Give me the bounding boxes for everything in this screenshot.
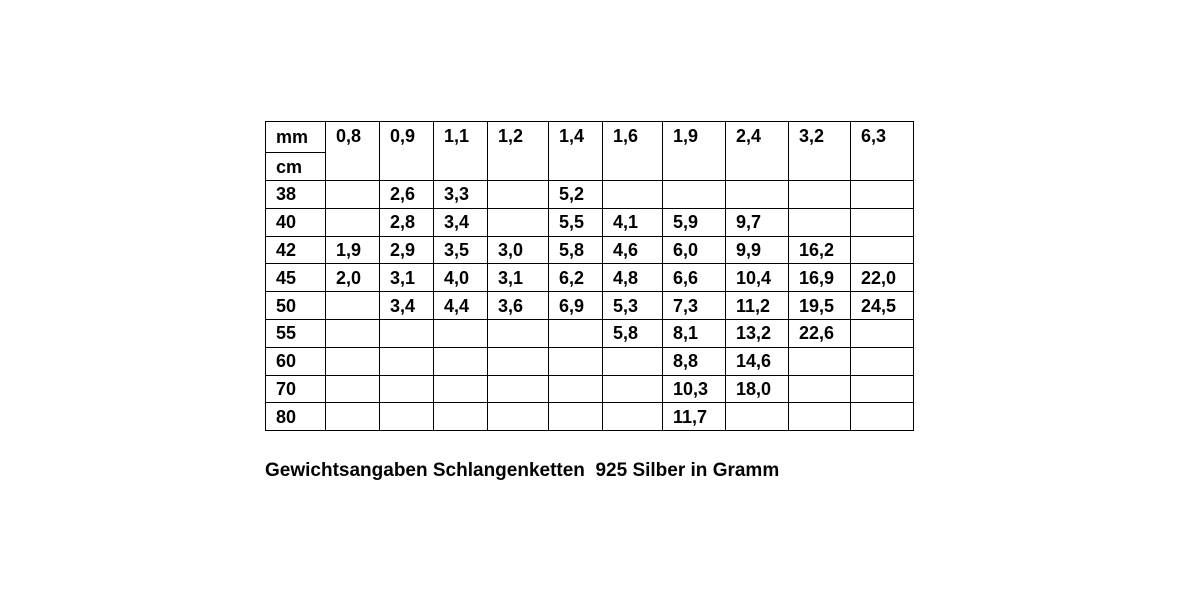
weight-cell	[434, 375, 488, 403]
table-row	[266, 347, 914, 375]
weight-cell: 10,3	[663, 375, 726, 403]
weight-cell: 8,1	[663, 320, 726, 348]
weight-cell: 3,5	[434, 236, 488, 264]
header-spacer-cell	[726, 153, 789, 181]
weight-cell	[549, 375, 603, 403]
weight-cell	[549, 403, 603, 431]
header-spacer-cell	[488, 153, 549, 181]
weight-cell	[789, 375, 851, 403]
weight-cell	[789, 181, 851, 209]
weight-cell	[789, 347, 851, 375]
weight-cell: 3,3	[434, 181, 488, 209]
header-spacer-cell	[789, 153, 851, 181]
weight-cell: 3,1	[380, 264, 434, 292]
weight-cell: 1,9	[326, 236, 380, 264]
weight-cell	[603, 403, 663, 431]
length-cell: 45	[266, 264, 326, 292]
weight-cell: 4,1	[603, 208, 663, 236]
weight-cell	[380, 403, 434, 431]
weight-cell: 9,9	[726, 236, 789, 264]
weight-cell	[326, 208, 380, 236]
weight-cell: 14,6	[726, 347, 789, 375]
weight-cell: 3,1	[488, 264, 549, 292]
weight-cell: 19,5	[789, 292, 851, 320]
thickness-header: 1,2	[488, 122, 549, 153]
weight-cell	[851, 347, 914, 375]
weight-cell	[326, 403, 380, 431]
weight-cell: 4,4	[434, 292, 488, 320]
thickness-header: 1,9	[663, 122, 726, 153]
weight-cell	[488, 320, 549, 348]
length-cell: 70	[266, 375, 326, 403]
weight-cell: 5,5	[549, 208, 603, 236]
weight-cell: 11,2	[726, 292, 789, 320]
weight-cell	[851, 320, 914, 348]
weight-cell	[488, 403, 549, 431]
weight-cell	[380, 320, 434, 348]
header-row-cm	[266, 153, 914, 181]
thickness-header: 0,8	[326, 122, 380, 153]
header-row-mm	[266, 122, 914, 153]
weight-cell: 3,0	[488, 236, 549, 264]
header-spacer-cell	[380, 153, 434, 181]
table-row	[266, 320, 914, 348]
weight-cell	[603, 375, 663, 403]
weight-cell	[663, 181, 726, 209]
thickness-header: 1,6	[603, 122, 663, 153]
weight-cell	[851, 375, 914, 403]
weight-cell: 5,8	[603, 320, 663, 348]
weight-cell: 5,8	[549, 236, 603, 264]
table-row	[266, 403, 914, 431]
length-cell: 55	[266, 320, 326, 348]
weight-cell	[549, 320, 603, 348]
table-row	[266, 208, 914, 236]
weight-cell: 22,6	[789, 320, 851, 348]
weight-cell	[603, 181, 663, 209]
weight-cell	[434, 320, 488, 348]
weight-cell: 2,0	[326, 264, 380, 292]
header-spacer-cell	[549, 153, 603, 181]
length-cell: 40	[266, 208, 326, 236]
table-row	[266, 292, 914, 320]
weight-cell	[326, 320, 380, 348]
table-body	[266, 122, 914, 431]
weight-cell: 3,4	[380, 292, 434, 320]
corner-label-mm: mm	[266, 122, 326, 153]
weight-cell: 5,9	[663, 208, 726, 236]
weight-cell	[326, 375, 380, 403]
thickness-header: 2,4	[726, 122, 789, 153]
weight-cell: 5,3	[603, 292, 663, 320]
weight-cell: 2,9	[380, 236, 434, 264]
weight-cell	[851, 403, 914, 431]
header-spacer-cell	[326, 153, 380, 181]
weight-cell: 4,8	[603, 264, 663, 292]
weight-cell: 13,2	[726, 320, 789, 348]
weight-cell	[789, 403, 851, 431]
weight-cell	[851, 208, 914, 236]
weight-cell: 7,3	[663, 292, 726, 320]
length-cell: 38	[266, 181, 326, 209]
length-cell: 50	[266, 292, 326, 320]
weight-cell: 5,2	[549, 181, 603, 209]
weight-cell	[488, 375, 549, 403]
weight-cell: 3,6	[488, 292, 549, 320]
weight-cell: 2,6	[380, 181, 434, 209]
weight-cell: 16,2	[789, 236, 851, 264]
weight-cell: 6,9	[549, 292, 603, 320]
weight-cell	[326, 292, 380, 320]
weight-cell	[488, 181, 549, 209]
header-spacer-cell	[434, 153, 488, 181]
table-row	[266, 181, 914, 209]
weight-cell	[851, 236, 914, 264]
weight-cell: 4,0	[434, 264, 488, 292]
weight-cell: 6,2	[549, 264, 603, 292]
weight-cell: 6,6	[663, 264, 726, 292]
weight-cell	[434, 403, 488, 431]
caption: Gewichtsangaben Schlangenketten 925 Silber in Gramm	[265, 460, 780, 481]
weight-cell	[434, 347, 488, 375]
header-spacer-cell	[663, 153, 726, 181]
weight-cell	[488, 208, 549, 236]
weight-cell: 3,4	[434, 208, 488, 236]
weight-cell	[603, 347, 663, 375]
weight-cell	[789, 208, 851, 236]
table-row	[266, 375, 914, 403]
thickness-header: 1,1	[434, 122, 488, 153]
weight-cell	[380, 347, 434, 375]
weight-table	[265, 121, 914, 431]
corner-label-cm: cm	[266, 153, 326, 181]
weight-cell: 22,0	[851, 264, 914, 292]
weight-cell	[326, 347, 380, 375]
thickness-header: 6,3	[851, 122, 914, 153]
weight-cell: 24,5	[851, 292, 914, 320]
header-spacer-cell	[851, 153, 914, 181]
weight-cell: 9,7	[726, 208, 789, 236]
weight-cell	[326, 181, 380, 209]
weight-cell: 16,9	[789, 264, 851, 292]
length-cell: 60	[266, 347, 326, 375]
weight-cell: 11,7	[663, 403, 726, 431]
weight-cell: 6,0	[663, 236, 726, 264]
thickness-header: 1,4	[549, 122, 603, 153]
weight-cell: 2,8	[380, 208, 434, 236]
table-row	[266, 264, 914, 292]
length-cell: 42	[266, 236, 326, 264]
weight-cell	[726, 181, 789, 209]
weight-cell: 8,8	[663, 347, 726, 375]
weight-cell	[726, 403, 789, 431]
weight-cell	[549, 347, 603, 375]
thickness-header: 3,2	[789, 122, 851, 153]
weight-cell	[851, 181, 914, 209]
weight-cell	[488, 347, 549, 375]
length-cell: 80	[266, 403, 326, 431]
weight-cell: 4,6	[603, 236, 663, 264]
thickness-header: 0,9	[380, 122, 434, 153]
weight-cell: 18,0	[726, 375, 789, 403]
table-row	[266, 236, 914, 264]
weight-cell: 10,4	[726, 264, 789, 292]
header-spacer-cell	[603, 153, 663, 181]
weight-cell	[380, 375, 434, 403]
